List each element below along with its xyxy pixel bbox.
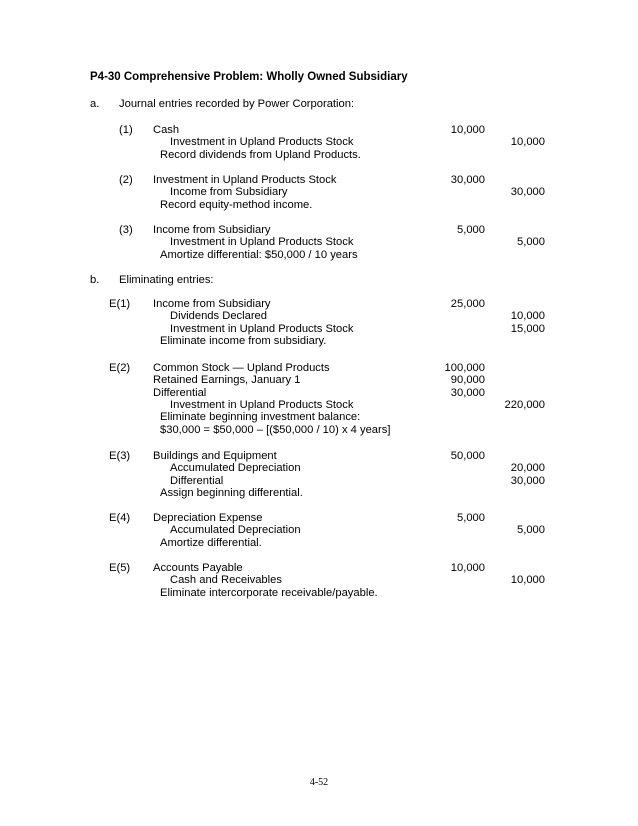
journal-line (0, 411, 638, 424)
entry-explanation: Record dividends from Upland Products. (160, 148, 361, 161)
entry-explanation: Amortize differential. (160, 536, 262, 549)
entry-explanation: Amortize differential: $50,000 / 10 years (160, 248, 358, 261)
journal-line (0, 149, 638, 162)
eliminating-entry-number: E(4) (109, 512, 131, 524)
account-name: Retained Earnings, January 1 (153, 374, 301, 387)
debit-amount: 5,000 (457, 512, 485, 524)
entry-explanation: Eliminate income from subsidiary. (160, 334, 327, 347)
credit-amount: 10,000 (510, 136, 545, 149)
journal-line (0, 524, 638, 537)
account-name: Accumulated Depreciation (170, 462, 301, 475)
section-a-heading: Journal entries recorded by Power Corporation: (119, 98, 355, 110)
debit-amount: 10,000 (450, 562, 485, 574)
credit-amount: 15,000 (510, 322, 545, 335)
credit-amount: 10,000 (510, 310, 545, 323)
journal-line (0, 374, 638, 387)
debit-amount: 5,000 (457, 224, 485, 236)
journal-entry-number: (3) (119, 224, 133, 236)
journal-line (0, 236, 638, 249)
page-number: 4-52 (309, 777, 329, 788)
account-name: Investment in Upland Products Stock (153, 174, 337, 186)
eliminating-entry-number: E(2) (109, 362, 131, 374)
journal-line (0, 587, 638, 600)
account-name: Depreciation Expense (153, 512, 263, 524)
credit-amount: 5,000 (517, 524, 545, 537)
entry-explanation: Record equity-method income. (160, 198, 313, 211)
journal-line (0, 475, 638, 488)
account-name: Cash (153, 124, 180, 136)
account-name: Income from Subsidiary (170, 186, 288, 199)
section-a-marker: a. (90, 98, 100, 110)
account-name: Accounts Payable (153, 562, 243, 574)
debit-amount: 100,000 (444, 362, 485, 374)
account-name: Buildings and Equipment (153, 450, 277, 462)
journal-line (0, 224, 638, 237)
account-name: Dividends Declared (170, 310, 268, 323)
journal-line (0, 199, 638, 212)
account-name: Cash and Receivables (170, 574, 282, 587)
debit-amount: 30,000 (450, 174, 485, 186)
journal-line (0, 310, 638, 323)
credit-amount: 20,000 (510, 462, 545, 475)
journal-line (0, 124, 638, 137)
account-name: Income from Subsidiary (153, 298, 271, 310)
journal-line (0, 537, 638, 550)
journal-line (0, 323, 638, 336)
account-name: Common Stock — Upland Products (153, 362, 330, 374)
journal-entry-number: (2) (119, 174, 133, 186)
entry-explanation: $30,000 = $50,000 – [($50,000 / 10) x 4 years] (160, 423, 391, 436)
debit-amount: 25,000 (450, 298, 485, 310)
credit-amount: 30,000 (510, 474, 545, 487)
debit-amount: 50,000 (450, 450, 485, 462)
journal-line (0, 399, 638, 412)
account-name: Investment in Upland Products Stock (170, 398, 354, 411)
journal-line (0, 186, 638, 199)
journal-line (0, 298, 638, 311)
journal-line (0, 512, 638, 525)
journal-line (0, 335, 638, 348)
journal-entry-number: (1) (119, 124, 133, 136)
problem-title: P4-30 Comprehensive Problem: Wholly Owned Subsidiary (90, 71, 408, 83)
account-name: Investment in Upland Products Stock (170, 322, 354, 335)
journal-line (0, 136, 638, 149)
account-name: Income from Subsidiary (153, 224, 271, 236)
debit-amount: 90,000 (450, 374, 485, 387)
section-b-marker: b. (90, 274, 100, 286)
credit-amount: 10,000 (510, 574, 545, 587)
journal-line (0, 424, 638, 437)
eliminating-entry-number: E(3) (109, 450, 131, 462)
debit-amount: 10,000 (450, 124, 485, 136)
journal-line (0, 462, 638, 475)
section-b-heading: Eliminating entries: (119, 274, 214, 286)
entry-explanation: Eliminate beginning investment balance: (160, 411, 361, 424)
account-name: Differential (153, 386, 207, 399)
credit-amount: 5,000 (517, 236, 545, 249)
journal-line (0, 450, 638, 463)
journal-line (0, 574, 638, 587)
entry-explanation: Assign beginning differential. (160, 486, 303, 499)
debit-amount: 30,000 (450, 386, 485, 399)
account-name: Differential (170, 474, 224, 487)
journal-line (0, 562, 638, 575)
entry-explanation: Eliminate intercorporate receivable/payable. (160, 586, 378, 599)
journal-line (0, 387, 638, 400)
eliminating-entry-number: E(1) (109, 298, 131, 310)
eliminating-entry-number: E(5) (109, 562, 131, 574)
journal-line (0, 487, 638, 500)
account-name: Accumulated Depreciation (170, 524, 301, 537)
journal-line (0, 174, 638, 187)
journal-line (0, 362, 638, 375)
credit-amount: 30,000 (510, 186, 545, 199)
account-name: Investment in Upland Products Stock (170, 136, 354, 149)
credit-amount: 220,000 (504, 398, 545, 411)
journal-line (0, 249, 638, 262)
account-name: Investment in Upland Products Stock (170, 236, 354, 249)
